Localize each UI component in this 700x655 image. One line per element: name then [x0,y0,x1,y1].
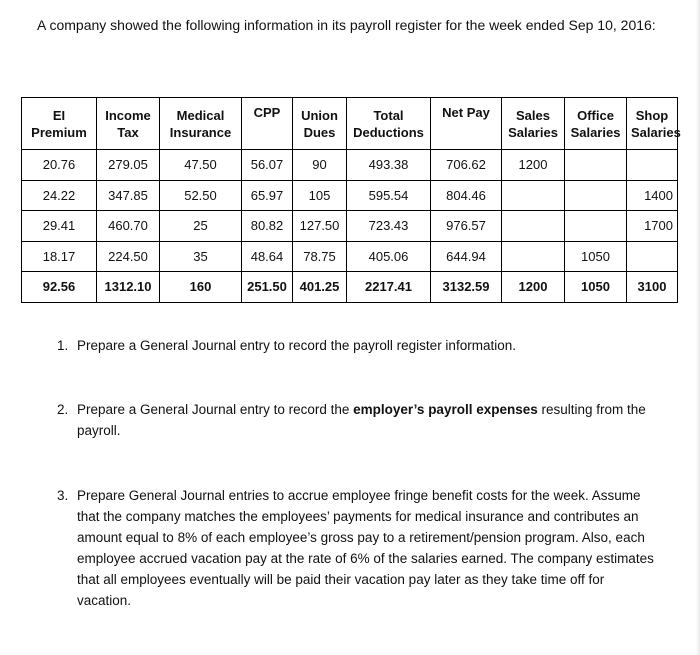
table-cell: 1400 [627,180,678,211]
header-total-deductions: Total Deductions [347,98,431,150]
total-cell: 1312.10 [97,272,160,303]
table-cell: 976.57 [431,211,502,242]
header-ei-premium: EI Premium [22,98,97,150]
header-medical-insurance: Medical Insurance [160,98,242,150]
payroll-register-table [21,97,681,303]
total-cell: 3132.59 [431,272,502,303]
table-total-row [22,272,678,303]
table-cell: 35 [160,241,242,272]
table-cell [565,180,627,211]
table-cell: 25 [160,211,242,242]
table-cell: 460.70 [97,211,160,242]
table-cell: 706.62 [431,150,502,181]
table-cell [502,180,565,211]
table-cell: 105 [293,180,347,211]
intro-text: A company showed the following information in its payroll register for the week ended Sep 10, 2016: [37,17,656,33]
table-cell: 48.64 [242,241,293,272]
table-cell: 493.38 [347,150,431,181]
table-cell: 127.50 [293,211,347,242]
table-cell: 405.06 [347,241,431,272]
question-3 [57,485,657,611]
table-cell: 224.50 [97,241,160,272]
question-number: 2. [57,402,69,417]
total-cell: 3100 [627,272,678,303]
table-cell: 1200 [502,150,565,181]
header-cpp: CPP [242,98,293,150]
header-shop-salaries: Shop Salaries [627,98,678,150]
header-sales-salaries: Sales Salaries [502,98,565,150]
table-cell: 723.43 [347,211,431,242]
total-cell: 1050 [565,272,627,303]
table-header-row [22,98,678,150]
table-cell: 644.94 [431,241,502,272]
table-row [22,150,678,181]
table-cell: 78.75 [293,241,347,272]
table-cell [565,211,627,242]
table-row [22,180,678,211]
table-cell: 347.85 [97,180,160,211]
table-cell: 595.54 [347,180,431,211]
table-cell: 18.17 [22,241,97,272]
table-cell: 24.22 [22,180,97,211]
total-cell: 401.25 [293,272,347,303]
table-cell: 279.05 [97,150,160,181]
table-cell: 65.97 [242,180,293,211]
page-edge-shadow [696,0,700,655]
table-cell [627,150,678,181]
total-cell: 2217.41 [347,272,431,303]
question-number: 3. [57,488,69,503]
table-cell [502,241,565,272]
header-office-salaries: Office Salaries [565,98,627,150]
table-row [22,241,678,272]
table-cell [565,150,627,181]
table-cell: 80.82 [242,211,293,242]
header-income-tax: Income Tax [97,98,160,150]
question-text: Prepare General Journal entries to accrue employee fringe benefit costs for the week. Assume that the company matches the employees’ payments for medical insurance and contributes an amount equal to 8% of each employee’s gross pay to a retirement/pension program. Also, each employee accrued vacation pay at the rate of 6% of the salaries earned. The company estimates that all employees eventually will be paid their vacation pay later as they take time off for vacation. [77,488,654,608]
table-cell: 20.76 [22,150,97,181]
emphasis-text: employer’s payroll expenses [353,402,538,417]
table-cell: 29.41 [22,211,97,242]
question-2 [57,399,657,441]
question-text: Prepare a General Journal entry to record the employer’s payroll expenses resulting from the payroll. [77,402,646,438]
question-number: 1. [57,338,69,353]
table-cell: 804.46 [431,180,502,211]
total-cell: 1200 [502,272,565,303]
total-cell: 92.56 [22,272,97,303]
question-text: Prepare a General Journal entry to record the payroll register information. [77,338,516,353]
table-cell: 47.50 [160,150,242,181]
question-1 [57,335,657,356]
table-cell [502,211,565,242]
table-cell: 90 [293,150,347,181]
table-cell: 56.07 [242,150,293,181]
header-net-pay: Net Pay [431,98,502,150]
header-union-dues: Union Dues [293,98,347,150]
table-cell: 1050 [565,241,627,272]
total-cell: 160 [160,272,242,303]
total-cell: 251.50 [242,272,293,303]
table-cell: 1700 [627,211,678,242]
table-cell: 52.50 [160,180,242,211]
table-row [22,211,678,242]
table-cell [627,241,678,272]
